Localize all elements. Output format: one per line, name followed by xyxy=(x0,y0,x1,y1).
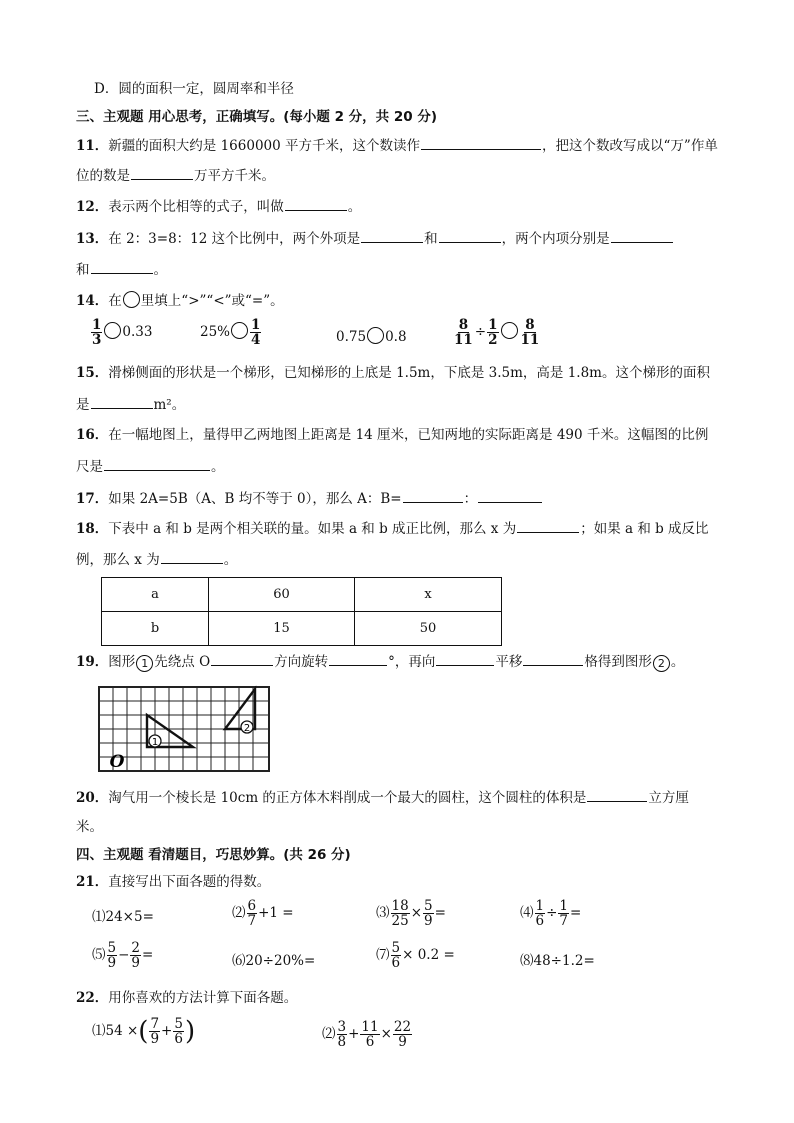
q21-problem-7: ⑺ $\frac{5}{6}$ × 0.2 = xyxy=(376,940,455,971)
figure-1-label: 1 xyxy=(136,655,153,672)
q14-item-2: 25% $\frac{1}{4}$ xyxy=(200,317,261,348)
q20-text: 淘气用一个棱长是 10cm 的正方体木料削成一个最大的圆柱，这个圆柱的体积是 xyxy=(108,790,587,806)
q11-blank-2[interactable] xyxy=(131,166,193,180)
q14-item-3: 0.75 0.8 xyxy=(336,329,407,345)
point-o-label: O xyxy=(109,752,125,772)
q20-number: 20． xyxy=(76,790,109,806)
q14-text: 在 xyxy=(108,293,122,309)
q13-text-3: ，两个内项分别是 xyxy=(501,231,610,247)
table-cell: b xyxy=(102,612,209,646)
q15-text-2: 是 xyxy=(76,397,90,413)
question-21 xyxy=(76,873,270,891)
q11-text-3: 位的数是 xyxy=(76,168,130,184)
question-13-cont xyxy=(76,260,167,279)
q13-number: 13． xyxy=(76,231,109,247)
q15-text: 滑梯侧面的形状是一个梯形，已知梯形的上底是 1.5m，下底是 3.5m，高是 1.8m。这个梯形的面积 xyxy=(108,365,710,381)
q19-blank-2[interactable] xyxy=(329,652,387,666)
q19-text-3: 方向旋转 xyxy=(274,654,329,670)
rotation-grid-figure xyxy=(97,685,273,775)
q18-text-3: 例，那么 x 为 xyxy=(76,552,160,568)
question-11 xyxy=(76,136,718,155)
q18-text-2: ；如果 a 和 b 成反比 xyxy=(580,521,709,537)
table-cell: 15 xyxy=(209,612,355,646)
q14-item-4: $\frac{8}{11}$ ÷ $\frac{1}{2}$ $\frac{8}{11}$ xyxy=(454,317,540,348)
q11-number: 11． xyxy=(76,138,109,154)
q22-problem-2: ⑵ $\frac{3}{8}$ + $\frac{11}{6}$ × $\frac{22}{9}$ xyxy=(322,1019,412,1050)
q13-text-5: 。 xyxy=(153,262,167,278)
q22-number: 22． xyxy=(76,990,109,1006)
q21-number: 21． xyxy=(76,874,109,890)
q21-problem-2: ⑵ $\frac{6}{7}$ +1 = xyxy=(232,898,294,929)
q15-text-3: m²。 xyxy=(153,397,186,413)
compare-circle-icon[interactable] xyxy=(501,322,518,339)
q13-blank-1[interactable] xyxy=(361,229,423,243)
q12-blank[interactable] xyxy=(285,197,347,211)
q20-text-3: 米。 xyxy=(76,819,103,835)
q21-problem-6: ⑹20÷20%= xyxy=(232,953,316,969)
q18-text-4: 。 xyxy=(223,552,238,568)
q19-text-7: 。 xyxy=(670,654,685,670)
q21-problem-8: ⑻48÷1.2= xyxy=(520,953,595,969)
question-20 xyxy=(76,788,689,807)
q11-text-2: ，把这个数改写成以“万”作单 xyxy=(542,138,718,154)
q16-text-3: 。 xyxy=(211,459,225,475)
compare-circle-icon xyxy=(123,291,140,308)
question-18-cont xyxy=(76,550,237,569)
q19-text: 图形 xyxy=(108,654,136,670)
q13-blank-3[interactable] xyxy=(611,229,673,243)
question-18 xyxy=(76,519,709,538)
svg-text:2: 2 xyxy=(243,723,251,734)
q19-text-6: 格得到图形 xyxy=(584,654,652,670)
q20-blank[interactable] xyxy=(587,788,647,802)
section-3-title: 三、主观题 用心思考，正确填写。(每小题 2 分，共 20 分) xyxy=(76,109,438,125)
question-16-cont xyxy=(76,457,225,476)
q13-blank-2[interactable] xyxy=(439,229,501,243)
q16-text: 在一幅地图上，量得甲乙两地图上距离是 14 厘米，已知两地的实际距离是 490 千米。这幅图的比例 xyxy=(108,427,709,443)
question-12 xyxy=(76,197,361,216)
q18-number: 18． xyxy=(76,521,109,537)
option-d: D．圆的面积一定，圆周率和半径 xyxy=(94,81,294,97)
q18-blank-2[interactable] xyxy=(161,550,223,564)
q11-text: 新疆的面积大约是 1660000 平方千米，这个数读作 xyxy=(108,138,421,154)
q12-text-2: 。 xyxy=(347,199,362,215)
q18-blank-1[interactable] xyxy=(517,519,579,533)
table-cell: 50 xyxy=(355,612,502,646)
table-cell: x xyxy=(355,578,502,612)
section-4-title: 四、主观题 看清题目，巧思妙算。(共 26 分) xyxy=(76,847,351,863)
question-13 xyxy=(76,229,674,248)
q14-text-2: 里填上“>”“<”或“=”。 xyxy=(140,293,284,309)
q13-blank-4[interactable] xyxy=(91,260,153,274)
compare-circle-icon[interactable] xyxy=(231,322,248,339)
q19-text-5: 平移 xyxy=(495,654,523,670)
q17-text-2: ： xyxy=(463,491,478,507)
q16-blank[interactable] xyxy=(104,457,210,471)
q17-text: 如果 2A=5B（A、B 均不等于 0），那么 A：B= xyxy=(108,491,402,507)
q13-text-2: 和 xyxy=(424,231,438,247)
q21-problem-4: ⑷ $\frac{1}{6}$ ÷ $\frac{1}{7}$ = xyxy=(520,898,582,929)
q19-text-4: °，再向 xyxy=(388,654,436,670)
q13-text: 在 2：3=8：12 这个比例中，两个外项是 xyxy=(108,231,361,247)
table-cell: a xyxy=(102,578,209,612)
q16-text-2: 尺是 xyxy=(76,459,103,475)
q17-number: 17． xyxy=(76,491,109,507)
question-17 xyxy=(76,489,543,508)
q21-problem-1: ⑴24×5= xyxy=(92,909,154,925)
q19-text-2: 先绕点 O xyxy=(154,654,211,670)
q18-table xyxy=(101,577,502,646)
q14-number: 14． xyxy=(76,293,109,309)
question-11-cont xyxy=(76,166,275,185)
question-16 xyxy=(76,426,708,444)
q16-number: 16． xyxy=(76,427,109,443)
q14-item-1: $\frac{1}{3}$ 0.33 xyxy=(92,317,153,348)
figure-2-marker xyxy=(241,721,253,734)
question-15 xyxy=(76,364,710,382)
q18-text: 下表中 a 和 b 是两个相关联的量。如果 a 和 b 成正比例，那么 x 为 xyxy=(108,521,517,537)
svg-text:1: 1 xyxy=(151,737,159,748)
question-19 xyxy=(76,652,684,672)
q19-blank-4[interactable] xyxy=(523,652,583,666)
q12-number: 12． xyxy=(76,199,109,215)
q22-problem-1: ⑴54 ×( $\frac{7}{9}$ + $\frac{5}{6}$ ) xyxy=(92,1016,196,1047)
q15-blank[interactable] xyxy=(91,395,153,409)
q11-blank-1[interactable] xyxy=(421,136,541,150)
table-row xyxy=(102,612,502,646)
figure-2-label: 2 xyxy=(653,655,670,672)
q19-number: 19． xyxy=(76,654,109,670)
q17-blank-2[interactable] xyxy=(478,489,542,503)
q20-text-2: 立方厘 xyxy=(648,790,689,806)
q11-text-4: 万平方千米。 xyxy=(194,168,275,184)
q22-text: 用你喜欢的方法计算下面各题。 xyxy=(108,990,298,1006)
table-row xyxy=(102,578,502,612)
figure-1-marker xyxy=(149,735,161,748)
question-15-cont xyxy=(76,395,185,414)
q19-blank-3[interactable] xyxy=(436,652,494,666)
question-22 xyxy=(76,989,297,1007)
table-cell: 60 xyxy=(209,578,355,612)
q21-text: 直接写出下面各题的得数。 xyxy=(108,874,271,890)
question-20-cont xyxy=(76,818,103,836)
compare-circle-icon[interactable] xyxy=(367,327,384,344)
q12-text: 表示两个比相等的式子，叫做 xyxy=(108,199,284,215)
q13-text-4: 和 xyxy=(76,262,90,278)
q17-blank-1[interactable] xyxy=(403,489,463,503)
q19-blank-1[interactable] xyxy=(211,652,273,666)
q21-problem-5: ⑸ $\frac{5}{9}$ − $\frac{2}{9}$ = xyxy=(92,940,154,971)
question-14 xyxy=(76,291,284,310)
q21-problem-3: ⑶ $\frac{18}{25}$ × $\frac{5}{9}$ = xyxy=(376,898,446,929)
compare-circle-icon[interactable] xyxy=(104,322,121,339)
q15-number: 15． xyxy=(76,365,109,381)
